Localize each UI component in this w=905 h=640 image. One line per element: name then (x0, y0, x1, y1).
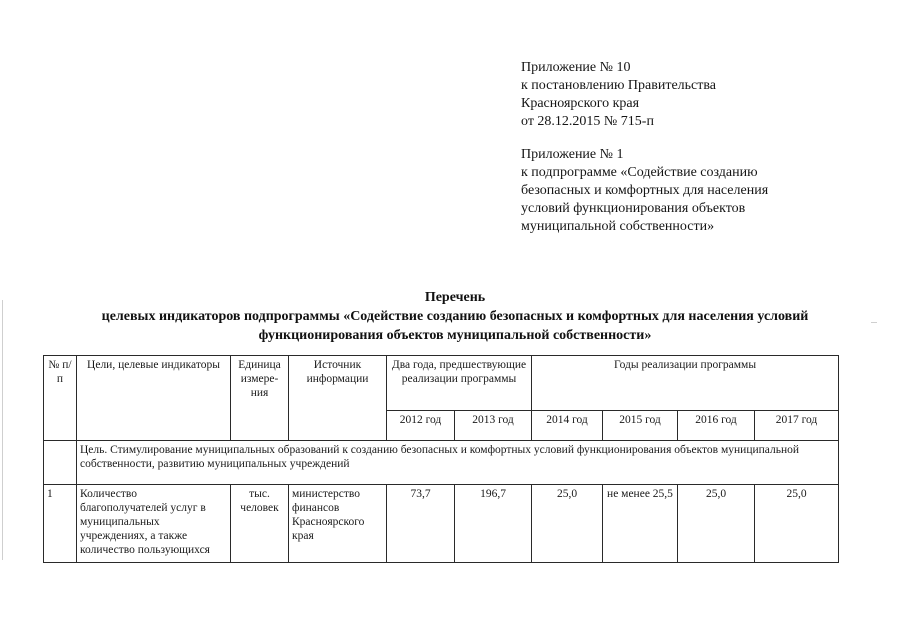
appendix-main-block (521, 59, 861, 131)
row-value-2014: 25,0 (532, 485, 603, 563)
appendix-line: муниципальной собственности» (521, 219, 715, 234)
title-line: Перечень (424, 290, 486, 305)
row-value-2012: 73,7 (387, 485, 455, 563)
indicators-table (43, 355, 839, 563)
appendix-line: Приложение № 1 (521, 147, 624, 162)
appendix-sub-block (521, 146, 861, 236)
row-indicator: Количество благополучателей услуг в муниципальных учреждениях, а также количество пользующихся (77, 485, 231, 563)
appendix-line: к подпрограмме «Содействие созданию (521, 165, 758, 180)
row-num: 1 (44, 485, 77, 563)
appendix-line: условий функционирования объектов (521, 201, 746, 216)
title-line: функционирования объектов муниципальной собственности» (258, 328, 652, 343)
appendix-line: к постановлению Правительства (521, 78, 717, 93)
year-cell: 2017 год (755, 411, 839, 441)
document-title (40, 288, 870, 345)
appendix-line: безопасных и комфортных для населения (521, 183, 769, 198)
row-source: министерство финансов Красноярского края (289, 485, 387, 563)
year-cell: 2014 год (532, 411, 603, 441)
scan-edge-mark (871, 322, 877, 323)
header-unit: Единица измере-ния (231, 356, 289, 441)
row-unit: тыс. человек (231, 485, 289, 563)
appendix-line: от 28.12.2015 № 715-п (521, 114, 654, 129)
year-cell: 2016 год (678, 411, 755, 441)
header-num: № п/п (44, 356, 77, 441)
row-value-2017: 25,0 (755, 485, 839, 563)
row-value-2013: 196,7 (455, 485, 532, 563)
scan-edge-mark (2, 300, 3, 560)
year-cell: 2013 год (455, 411, 532, 441)
appendix-line: Красноярского края (521, 96, 640, 111)
row-value-2016: 25,0 (678, 485, 755, 563)
goal-text: Цель. Стимулирование муниципальных образований к созданию безопасных и комфортных условий функционирования объектов муниципальной собственности, развитию муниципальных учреждений (77, 441, 839, 485)
header-prev-years: Два года, предшествующие реализации программы (387, 356, 532, 411)
year-cell: 2015 год (603, 411, 678, 441)
header-source: Источник информации (289, 356, 387, 441)
appendix-line: Приложение № 10 (521, 60, 631, 75)
title-line: целевых индикаторов подпрограммы «Содействие созданию безопасных и комфортных для населения условий (101, 309, 809, 324)
row-value-2015: не менее 25,5 (603, 485, 678, 563)
table-row (44, 485, 839, 563)
goal-num-cell (44, 441, 77, 485)
year-cell: 2012 год (387, 411, 455, 441)
table-header-row (44, 356, 839, 411)
table-goal-row (44, 441, 839, 485)
header-goals: Цели, целевые индикаторы (77, 356, 231, 441)
header-program-years: Годы реализации программы (532, 356, 839, 411)
